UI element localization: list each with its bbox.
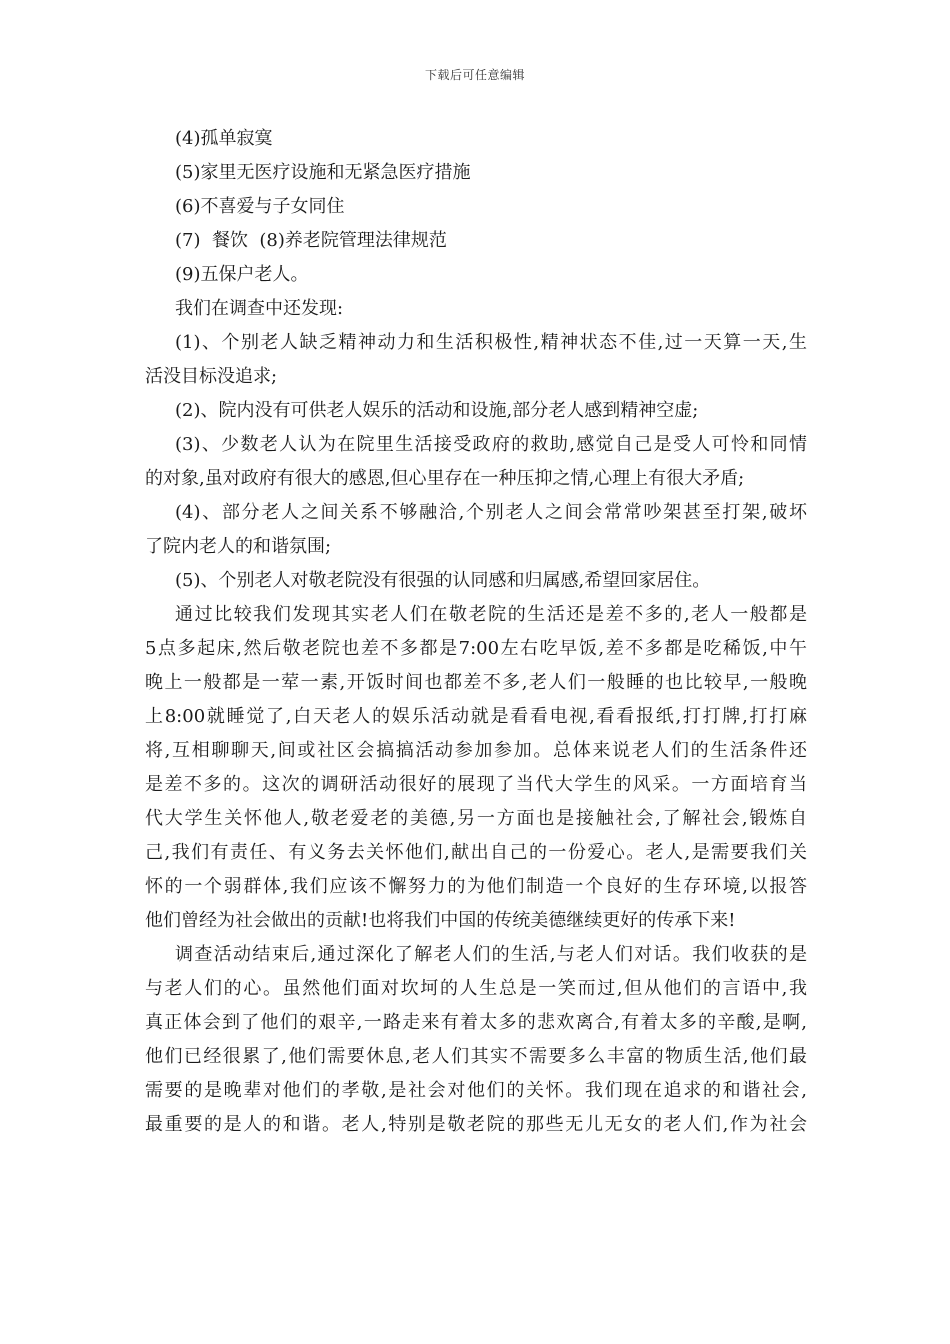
document-body [145,122,807,1142]
finding-line: (2)、院内没有可供老人娱乐的活动和设施,部分老人感到精神空虚; [175,400,699,421]
finding-line: 活没目标没追求; [145,366,278,387]
paragraph-line: 真正体会到了他们的艰辛,一路走来有着太多的悲欢离合,有着太多的辛酸,是啊, [145,1012,807,1033]
paragraph-line: 怀的一个弱群体,我们应该不懈努力的为他们制造一个良好的生存环境,以报答 [145,876,807,897]
finding-line: 了院内老人的和谐氛围; [145,536,332,557]
paragraph-line: 晚上一般都是一荤一素,开饭时间也都差不多,老人们一般睡的也比较早,一般晚 [145,672,807,693]
findings-intro: 我们在调查中还发现: [175,298,344,319]
paragraph-line: 将,互相聊聊天,间或社区会搞搞活动参加参加。总体来说老人们的生活条件还 [145,740,807,761]
finding-line: (1)、个别老人缺乏精神动力和生活积极性,精神状态不佳,过一天算一天,生 [175,332,807,353]
paragraph-line: 与老人们的心。虽然他们面对坎坷的人生总是一笑而过,但从他们的言语中,我 [145,978,807,999]
paragraph-line: 上8:00就睡觉了,白天老人的娱乐活动就是看看电视,看看报纸,打打牌,打打麻 [145,706,807,727]
list-item: (5)家里无医疗设施和无紧急医疗措施 [175,162,471,183]
list-item: (9)五保户老人。 [175,264,309,285]
finding-line: (5)、个别老人对敬老院没有很强的认同感和归属感,希望回家居住。 [175,570,711,591]
paragraph-line: 需要的是晚辈对他们的孝敬,是社会对他们的关怀。我们现在追求的和谐社会, [145,1080,807,1101]
finding-line: 的对象,虽对政府有很大的感恩,但心里存在一种压抑之情,心理上有很大矛盾; [145,468,745,489]
paragraph-line: 他们已经很累了,他们需要休息,老人们其实不需要多么丰富的物质生活,他们最 [145,1046,807,1067]
paragraph-line: 代大学生关怀他人,敬老爱老的美德,另一方面也是接触社会,了解社会,锻炼自 [145,808,807,829]
paragraph-line: 通过比较我们发现其实老人们在敬老院的生活还是差不多的,老人一般都是 [175,604,807,625]
list-item: (4)孤单寂寞 [175,128,273,149]
paragraph-line: 5点多起床,然后敬老院也差不多都是7:00左右吃早饭,差不多都是吃稀饭,中午 [145,638,807,659]
paragraph-line: 他们曾经为社会做出的贡献!也将我们中国的传统美德继续更好的传承下来! [145,910,736,931]
page-header: 下载后可任意编辑 [424,68,525,82]
paragraph-line: 是差不多的。这次的调研活动很好的展现了当代大学生的风采。一方面培育当 [145,774,807,795]
finding-line: (4)、部分老人之间关系不够融洽,个别老人之间会常常吵架甚至打架,破坏 [175,502,807,523]
list-item: (6)不喜爱与子女同住 [175,196,345,217]
paragraph-line: 调查活动结束后,通过深化了解老人们的生活,与老人们对话。我们收获的是 [175,944,807,965]
paragraph-line: 己,我们有责任、有义务去关怀他们,献出自己的一份爱心。老人,是需要我们关 [145,842,807,863]
finding-line: (3)、少数老人认为在院里生活接受政府的救助,感觉自己是受人可怜和同情 [175,434,807,455]
list-item: (7) 餐饮 (8)养老院管理法律规范 [175,230,447,251]
paragraph-line: 最重要的是人的和谐。老人,特别是敬老院的那些无儿无女的老人们,作为社会 [145,1114,807,1135]
